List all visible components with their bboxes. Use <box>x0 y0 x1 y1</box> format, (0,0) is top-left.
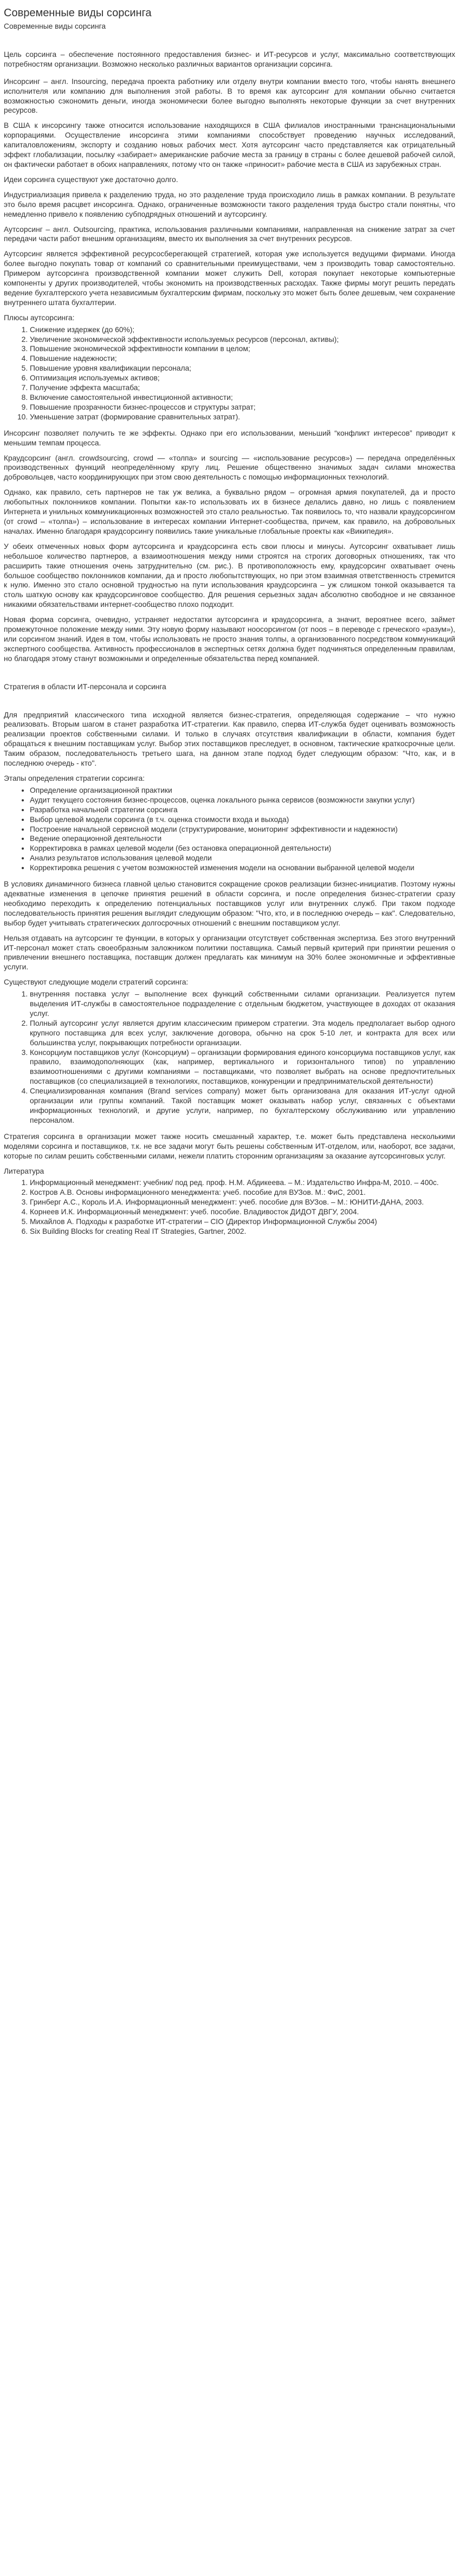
list-item: • Аудит текущего состояния бизнес-процессов, оценка локального рынка сервисов (возможности закупки услуг) <box>30 795 455 805</box>
list-item: • Разработка начальной стратегии сорсинга <box>30 805 455 815</box>
list-item: 6. Оптимизация используемых активов; <box>30 373 455 383</box>
list-item: 3. Гринберг А.С., Король И.А. Информационный менеджмент: учеб. пособие для ВУЗов. – М.: ЮНИТИ-ДАНА, 2003. <box>30 1198 455 1207</box>
list-item: 2. Увеличение экономической эффективности используемых ресурсов (персонал, активы); <box>30 335 455 345</box>
list-item: 2. Полный аутсорсинг услуг является другим классическим примером стратегии. Эта модель предполагает выбор одного крупного поставщика для всех услуг, заключение договора, обычно на срок 5-10 лет, и контракта для всех или большинства услуг, покрывающих потребности организации. <box>30 1019 455 1048</box>
list-item: • Корректировка решения с учетом возможностей изменения модели на основании выбранной целевой модели <box>30 863 455 873</box>
paragraph: Индустриализация привела к разделению труда, но это разделение труда происходило лишь в рамках компании. В результате это было время расцвет инсорсинга. Однако, ограниченные возможности такого разделения труда быстро стали понятны, что немедленно привело к появлению субподрядных отношений и аутсорсингу. <box>4 190 455 218</box>
list-item: • Корректировка в рамках целевой модели (без остановка операционной деятельности) <box>30 844 455 853</box>
list-item: 1. Информационный менеджмент: учебник/ под ред. проф. Н.М. Абдикеева. – М.: Издательство Инфра-М, 2010. – 400с. <box>30 1178 455 1188</box>
paragraph: В условиях динамичного бизнеса главной целью становится сокращение сроков реализации бизнес-инициатив. Поэтому нужны адекватные изменения в цепочке принятия решений в области сорсинга, и после определения бизнес-стратегии сразу необходимо переходить к определению потенциальных поставщиков услуг или внутренних служб. При таком подходе последовательность принятия решения выглядит следующим образом: "Что, кто, и в последнюю очередь – как". Следовательно, выбор будет учитывать стратегических долгосрочных отношений с внешним поставщиком услуг. <box>4 880 455 927</box>
models-list <box>4 989 455 1125</box>
list-item: • Построение начальной сервисной модели (структурирование, мониторинг эффективности и надежности) <box>30 825 455 834</box>
page-subtitle: Современные виды сорсинга <box>4 22 106 30</box>
list-heading: Литература <box>4 1167 44 1175</box>
paragraph: Нельзя отдавать на аутсорсинг те функции, в которых у организации отсутствует собственная экспертиза. Без этого внутренний ИТ-персонал может стать своеобразным заложником политики поставщика. Самый первый критерий при принятии решения о привлечении внешнего поставщика, поставщик должен предлагать как минимум на 30% более экономичные и эффективные услуги. <box>4 934 455 972</box>
paragraph: Инсорсинг позволяет получить те же эффекты. Однако при его использовании, меньший “конфликт интересов” приводит к меньшим темпам процесса. <box>4 429 455 447</box>
paragraph: Для предприятий классического типа исходной является бизнес-стратегия, определяющая содержание – что нужно реализовать. Вторым шагом в станет разработка ИТ-стратегии. Как правило, сперва ИТ-служба будет оценивать возможность реализации проектов собственными силами. И только в случаях отсутствия квалификации в области, компания будет обращаться к внешним поставщикам услуг. Выбор этих поставщиков преследует, в основном, тактические краткосрочные цели. Таким образом, последовательность третьего шага, на данном этапе подход будет следующим образом: "Что, как, и в последнюю очередь - кто". <box>4 710 455 768</box>
paragraph: В США к инсорсингу также относится использование находящихся в США филиалов иностранными транснациональными корпорациями. Осуществление инсорсинга этими компаниями способствует проведению научных исследований, капиталовложениям, экспорту и созданию новых рабочих мест. Хотя аутсорсинг часто представляется как отрицательный эффект глобализации, посылку «забирает» американские рабочие места за границу в страны с более дешевой рабочей силой, он фактически работает в обоих направлениях, потому что он также «приносит» рабочие места в США из зарубежных стран. <box>4 121 455 169</box>
paragraph: Стратегия сорсинга в организации может также носить смешанный характер, т.е. может быть представлена несколькими моделями сорсинга и поставщиков, т.к. не все задачи могут быть решены собственным ИТ-отделом, или, наоборот, все задачи, которые по силам решить собственными силами, нежели платить сторонним организациям за оказание аутсорсинговых услуг. <box>4 1132 455 1160</box>
paragraph: У обеих отмеченных новых форм аутсорсинга и краудсорсинга есть свои плюсы и минусы. Аутсорсинг охватывает лишь небольшое количество партнеров, а взаимоотношения между ними строятся на строгих договорных отношениях, так что расширить такие отношения очень затруднительно (см. рис.). В противоположность ему, краудсорсинг охватывает очень большое сообщество поклонников компании, да и просто любопытствующих, но при этом взаимная ответственность стремится к нулю. Именно это стало основной трудностью на пути использования краудсорсинга – уж слишком тонкой оказывается та столь шаткую основу как краудсорсинговое сообщество. Для решения серьезных задач абсолютно свободное и не связанное никакими обязательствами интернет-сообщество плохо подходит. <box>4 542 455 609</box>
list-item: 8. Включение самостоятельной инвестиционной активности; <box>30 393 455 403</box>
list-item: 3. Консорциум поставщиков услуг (Консорциум) – организации формирования единого консорциума поставщиков услуг, как правило, взаимодополняющих (как, например, вертикального и горизонтального типов) по управлению взаимоотношениями с другими компаниями – поставщиками, что позволяет выбрать на основе предпочтительных поставщиков (со специализацией в технологиях, поставщиков, конкуренции и предпринимательской деятельности) <box>30 1048 455 1087</box>
article <box>0 0 459 1254</box>
list-item: 10. Уменьшение затрат (формирование сравнительных затрат). <box>30 412 455 422</box>
list-item: 2. Костров А.В. Основы информационного менеджмента: учеб. пособие для ВУЗов. М.: ФиС, 2001. <box>30 1188 455 1198</box>
paragraph: Новая форма сорсинга, очевидно, устраняет недостатки аутсорсинга и краудсорсинга, а значит, вероятнее всего, займет промежуточное положение между ними. Эту новую форму называют ноосорсингом (от noos – в переводе с греческого «разум»), или сорсингом знаний. Идея в том, чтобы использовать не просто знания толпы, а организованного посредством коммуникаций экспертного сообщества. Активность профессионалов в экспертных сетях должна будет подчиняться определенным правилам, но благодаря этому станут возможными и определенные обязательства перед компанией. <box>4 616 455 663</box>
list-item: 4. Корнеев И.К. Информационный менеджмент: учеб. пособие. Владивосток ДИДОТ ДВГУ, 2004. <box>30 1207 455 1217</box>
list-item: 1. Снижение издержек (до 60%); <box>30 325 455 335</box>
paragraph: Однако, как правило, сеть партнеров не так уж велика, а буквально рядом – огромная армия покупателей, да и просто любопытных поклонников компании. Попытки как-то использовать их в бизнесе делались давно, но лишь с появлением Интернета и унильных коммуникационных возможностей это стало реальностью. Так появилось то, что назвали краудсорсингом (от crowd – «толпа») – использование в интересах компании Интернет-сообщества, причем, как правило, на добровольных началах. Именно благодаря краудсорсингу появились такие уникальные глобальные проекты как «Википедия». <box>4 488 455 535</box>
list-heading: Существуют следующие модели стратегий сорсинга: <box>4 978 189 987</box>
literature-list <box>4 1178 455 1236</box>
list-item: • Выбор целевой модели сорсинга (в т.ч. оценка стоимости входа и выхода) <box>30 815 455 825</box>
list-item: 7. Получение эффекта масштаба; <box>30 383 455 393</box>
paragraph: Инсорсинг – англ. Insourcing, передача проекта работнику или отделу внутри компании вместо того, чтобы нанять внешнего исполнителя или компанию для выполнения этой работы. В то время как аутсорсинг для компании обычно считается возможностью сэкономить деньги, иногда экономически более выгодно выполнять некоторые функции за счет внутренних ресурсов. <box>4 77 455 115</box>
paragraph: Идеи сорсинга существуют уже достаточно долго. <box>4 175 178 184</box>
plus-list <box>4 325 455 422</box>
page-title: Современные виды сорсинга <box>4 7 152 19</box>
list-heading: Плюсы аутсорсинга: <box>4 313 75 322</box>
list-item: 6. Six Building Blocks for creating Real IT Strategies, Gartner, 2002. <box>30 1227 455 1237</box>
paragraph: Аутсорсинг является эффективной ресурсосберегающей стратегией, которая уже используется ведущими фирмами. Иногда более выгодно покупать товар от компаний со сравнительными преимуществами, чем з производить товар самостоятельно. Примером аутсорсинга производственной компании может служить Dell, которая покупает некоторые компьютерные компоненты у других производителей, чтобы экономить на производственных расходах. Также фирмы могут решить передать ведение бухгалтерского учета независимым бухгалтерским фирмам, поскольку это может быть более дешевым, чем сохранение внутреннего штата бухгалтерии. <box>4 250 455 307</box>
stages-list <box>4 786 455 873</box>
list-item: 4. Специализированная компания (Brand services company) может быть организована для оказания ИТ-услуг одной организации или группы компаний. Такой поставщик может оказывать набор услуг, связанных с объектами информационных технологий, и другие услуги, например, по бухгалтерскому обслуживанию или управлению персоналом. <box>30 1086 455 1125</box>
list-item: 4. Повышение надежности; <box>30 354 455 364</box>
list-item: 3. Повышение экономической эффективности компании в целом; <box>30 344 455 354</box>
paragraph: Краудсорсинг (англ. crowdsourcing, crowd — «толпа» и sourcing — «использование ресурсов») — передача определённых производственных функций неопределённому кругу лиц. Решение общественно значимых задач силами множества добровольцев, часто координирующих при этом свою деятельность с помощью информационных технологий. <box>4 454 455 482</box>
list-heading: Этапы определения стратегии сорсинга: <box>4 774 145 782</box>
list-item: 5. Михайлов А. Подходы к разработке ИТ-стратегии – CIO (Директор Информационной Службы 2004) <box>30 1217 455 1227</box>
list-item: 1. внутренняя поставка услуг – выполнение всех функций собственными силами организации. Реализуется путем выделения ИТ-службы в самостоятельное подразделение с отдельным бюджетом, участвующее в доходах от оказания услуг. <box>30 989 455 1019</box>
list-item: 9. Повышение прозрачности бизнес-процессов и структуры затрат; <box>30 403 455 412</box>
list-item: • Ведение операционной деятельности <box>30 834 455 844</box>
paragraph: Цель сорсинга – обеспечение постоянного предоставления бизнес- и ИТ-ресурсов и услуг, максимально соответствующих потребностям организации. Возможно несколько различных вариантов организации сорсинга. <box>4 50 455 68</box>
list-item: 5. Повышение уровня квалификации персонала; <box>30 364 455 373</box>
section-heading: Стратегия в области ИТ-персонала и сорсинга <box>4 682 166 691</box>
paragraph: Аутсорсинг – англ. Outsourcing, практика, использования различными компаниями, направленная на снижение затрат за счет передачи части работ внешним организациям, вместо их выполнения за счет внутренних ресурсов. <box>4 225 455 243</box>
list-item: • Анализ результатов использования целевой модели <box>30 853 455 863</box>
list-item: • Определение организационной практики <box>30 786 455 795</box>
